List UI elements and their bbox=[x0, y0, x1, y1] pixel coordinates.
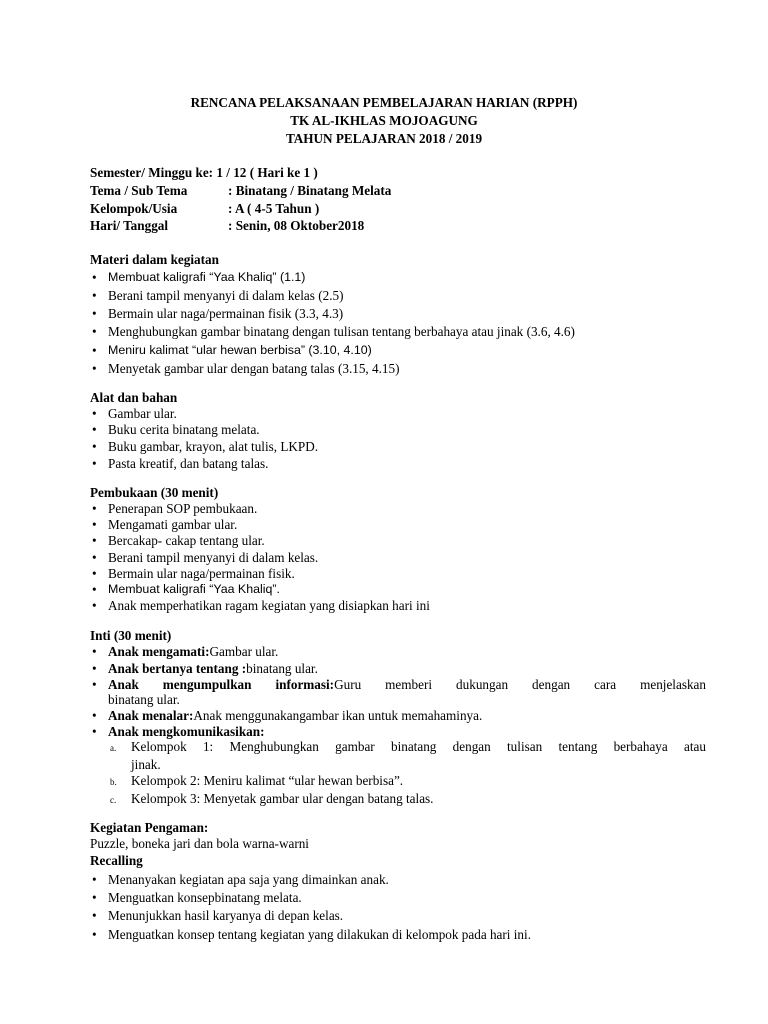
list-item: Buku gambar, krayon, alat tulis, LKPD. bbox=[108, 439, 319, 454]
semester-week: Semester/ Minggu ke: 1 / 12 ( Hari ke 1 ) bbox=[90, 165, 318, 180]
bullet-icon: • bbox=[92, 724, 97, 739]
list-item: Menyetak gambar ular dengan batang talas (3.15, 4.15) bbox=[108, 361, 400, 376]
bullet-icon: • bbox=[92, 306, 97, 321]
list-item: Menghubungkan gambar binatang dengan tulisan tentang berbahaya atau jinak (3.6, 4.6) bbox=[108, 324, 575, 339]
school-name: TK AL-IKHLAS MOJOAGUNG bbox=[290, 113, 478, 128]
sub-item bbox=[131, 773, 403, 789]
academic-year: TAHUN PELAJARAN 2018 / 2019 bbox=[285, 131, 483, 146]
list-item: Menunjukkan hasil karyanya di depan kelas. bbox=[108, 908, 344, 923]
item-continuation: binatang ular. bbox=[108, 692, 180, 707]
bullet-icon: • bbox=[92, 661, 97, 676]
list-item: Berani tampil menyanyi di dalam kelas. bbox=[108, 550, 319, 565]
bullet-icon: • bbox=[92, 456, 97, 471]
bullet-icon: • bbox=[92, 324, 97, 339]
section-heading-inti: Inti (30 menit) bbox=[90, 628, 172, 643]
theme-value: : Binatang / Binatang Melata bbox=[228, 183, 392, 198]
list-item: Anak memperhatikan ragam kegiatan yang disiapkan hari ini bbox=[108, 598, 430, 613]
bullet-icon: • bbox=[92, 517, 97, 532]
bullet-icon: • bbox=[92, 872, 97, 887]
bullet-icon: • bbox=[92, 582, 97, 597]
bullet-icon: • bbox=[92, 566, 97, 581]
item-label: Anak menalar: bbox=[108, 708, 194, 723]
list-item bbox=[108, 677, 706, 693]
bullet-icon: • bbox=[92, 361, 97, 376]
list-item: Menguatkan konsep tentang kegiatan yang dilakukan di kelompok pada hari ini. bbox=[108, 927, 531, 942]
bullet-icon: • bbox=[92, 644, 97, 659]
item-text: binatang ular. bbox=[246, 661, 318, 676]
bullet-icon: • bbox=[92, 890, 97, 905]
list-item: Membuat kaligrafi “Yaa Khaliq” (1.1) bbox=[108, 270, 306, 284]
list-item: Bercakap- cakap tentang ular. bbox=[108, 533, 265, 548]
sub-item-continuation: jinak. bbox=[131, 757, 161, 772]
item-text: Guru memberi dukungan dengan cara menjelaskan bbox=[334, 677, 706, 692]
item-label: Anak bertanya tentang : bbox=[108, 661, 247, 676]
sub-item: Kelompok 3: Menyetak gambar ular dengan batang talas. bbox=[131, 791, 434, 806]
bullet-icon: • bbox=[92, 439, 97, 454]
list-item: Bermain ular naga/permainan fisik (3.3, 4.3) bbox=[108, 306, 344, 321]
bullet-icon: • bbox=[92, 270, 97, 285]
list-item: Gambar ular. bbox=[108, 406, 177, 421]
bullet-icon: • bbox=[92, 598, 97, 613]
bullet-icon: • bbox=[92, 927, 97, 942]
list-item: Penerapan SOP pembukaan. bbox=[108, 501, 258, 516]
bullet-icon: • bbox=[92, 501, 97, 516]
list-item: Membuat kaligrafi “Yaa Khaliq”. bbox=[108, 582, 280, 596]
bullet-icon: • bbox=[92, 708, 97, 723]
list-item: Menanyakan kegiatan apa saja yang dimainkan anak. bbox=[108, 872, 389, 887]
sub-item-text: Kelompok 2: Meniru kalimat “ular hewan berbisa”. bbox=[131, 773, 404, 788]
bullet-icon: • bbox=[92, 533, 97, 548]
theme-label: Tema / Sub Tema bbox=[90, 183, 188, 198]
list-item: Menguatkan konsepbinatang melata. bbox=[108, 890, 302, 905]
bullet-icon: • bbox=[92, 677, 97, 692]
date-value: : Senin, 08 Oktober2018 bbox=[228, 218, 365, 233]
sub-marker: a. bbox=[110, 743, 117, 753]
bullet-icon: • bbox=[92, 422, 97, 437]
list-item: Pasta kreatif, dan batang talas. bbox=[108, 456, 269, 471]
list-item: Buku cerita binatang melata. bbox=[108, 422, 260, 437]
item-label: Anak mengumpulkan informasi: bbox=[108, 677, 335, 692]
bullet-icon: • bbox=[92, 288, 97, 303]
item-text: Anak menggunakangambar ikan untuk memahaminya. bbox=[193, 708, 483, 723]
bullet-icon: • bbox=[92, 406, 97, 421]
bullet-icon: • bbox=[92, 908, 97, 923]
pengaman-text: Puzzle, boneka jari dan bola warna-warni bbox=[90, 836, 309, 851]
bullet-icon: • bbox=[92, 343, 97, 358]
item-label: Anak mengkomunikasikan: bbox=[108, 724, 265, 739]
item-label: Anak mengamati: bbox=[108, 644, 210, 659]
bullet-icon: • bbox=[92, 550, 97, 565]
list-item: Bermain ular naga/permainan fisik. bbox=[108, 566, 295, 581]
list-item: Berani tampil menyanyi di dalam kelas (2.5) bbox=[108, 288, 344, 303]
section-heading-pengaman: Kegiatan Pengaman: bbox=[90, 820, 209, 835]
document-title: RENCANA PELAKSANAAN PEMBELAJARAN HARIAN (RPPH) bbox=[190, 95, 578, 110]
date-label: Hari/ Tanggal bbox=[90, 218, 169, 233]
section-heading-pembukaan: Pembukaan (30 menit) bbox=[90, 485, 219, 500]
sub-marker: b. bbox=[110, 777, 117, 787]
sub-marker: c. bbox=[110, 795, 117, 805]
group-label: Kelompok/Usia bbox=[90, 201, 178, 216]
sub-item: Kelompok 1: Menghubungkan gambar binatang dengan tulisan tentang berbahaya atau bbox=[131, 739, 706, 754]
group-value: : A ( 4-5 Tahun ) bbox=[228, 201, 320, 216]
section-heading-recalling: Recalling bbox=[90, 853, 143, 868]
list-item bbox=[108, 724, 264, 740]
list-item: Meniru kalimat “ular hewan berbisa” (3.10, 4.10) bbox=[108, 343, 372, 357]
section-heading-materi: Materi dalam kegiatan bbox=[90, 252, 219, 267]
list-item bbox=[108, 661, 318, 677]
list-item: Mengamati gambar ular. bbox=[108, 517, 238, 532]
item-text: Gambar ular. bbox=[209, 644, 279, 659]
list-item bbox=[108, 708, 482, 724]
section-heading-alat: Alat dan bahan bbox=[90, 390, 178, 405]
list-item bbox=[108, 644, 278, 660]
